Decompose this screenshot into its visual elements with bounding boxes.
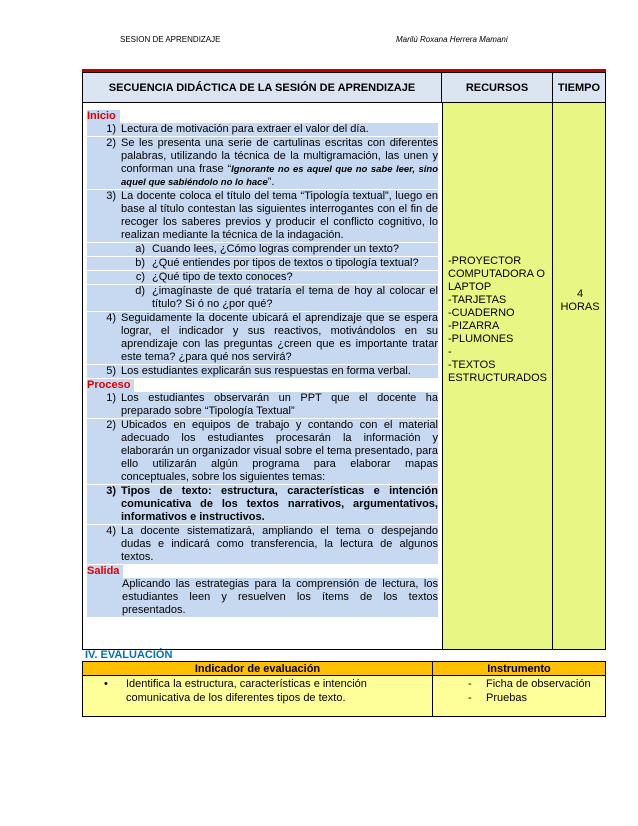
secuencia-header: SECUENCIA DIDÁCTICA DE LA SESIÓN DE APRENDIZAJE bbox=[83, 73, 442, 103]
section-title-proceso: Proceso bbox=[87, 379, 134, 392]
salida-text: Aplicando las estrategias para la comprensión de lectura, los estudiantes leen y resuelven los ítems de los textos presentados. bbox=[87, 578, 438, 617]
sequence-content bbox=[87, 110, 438, 618]
recurso-item: -PROYECTOR bbox=[448, 255, 522, 267]
tiempo-header: TIEMPO bbox=[553, 73, 605, 103]
instrumento-item: - Ficha de observación bbox=[468, 678, 591, 690]
recurso-item: -CUADERNO bbox=[448, 307, 515, 319]
recurso-item: -PIZARRA bbox=[448, 320, 500, 332]
section-title-salida: Salida bbox=[87, 565, 123, 578]
recurso-item: -PLUMONES bbox=[448, 333, 514, 345]
recurso-item: COMPUTADORA O LAPTOP bbox=[448, 268, 545, 293]
section-title-inicio: Inicio bbox=[87, 110, 120, 123]
instrumento-list bbox=[468, 677, 591, 705]
instrumento-item: - Pruebas bbox=[468, 692, 527, 704]
list-item: 5) Los estudiantes explicarán sus respuestas en forma verbal. bbox=[87, 365, 438, 378]
indicador-item bbox=[104, 677, 374, 705]
list-item: 4) Seguidamente la docente ubicará el aprendizaje que se espera lograr, el indicador y sus reactivos, motivándolos en su aprendizaje con las preguntas ¿creen que es importante tratar este tema? ¿para qué nos servirá? bbox=[87, 312, 438, 364]
list-item: 2) Ubicados en equipos de trabajo y contando con el material adecuado los estudiantes procesarán la información y elaborarán un organizador visual sobre el tema presentado, para ello utilizarán algún programa para elaborar mapas conceptuales, sobre los siguientes temas: bbox=[87, 419, 438, 484]
recurso-item: - bbox=[448, 346, 452, 358]
list-item: 3) La docente coloca el título del tema “Tipología textual”, luego en base al título contestan las siguientes interrogantes con el fin de recoger los saberes previos y producir el conflicto cognitivo, lo realizan mediante la técnica de la indagación. bbox=[87, 190, 438, 242]
list-item: 1) Lectura de motivación para extraer el valor del día. bbox=[87, 123, 438, 136]
tiempo-value bbox=[556, 288, 604, 314]
list-item: 2) Se les presenta una serie de cartulinas escritas con diferentes palabras, utilizando la técnica de la multigramación, las unen y conforman una frase “Ignorante no es aquel que no sabe leer, sino aquel que sabiéndolo no lo hace”. bbox=[87, 137, 438, 189]
page-header-author: Marilú Roxana Herrera Mamani bbox=[396, 35, 508, 44]
recurso-item: -TARJETAS bbox=[448, 294, 507, 306]
indicador-text: Identifica la estructura, características e intención comunicativa de los diferentes tipos de texto. bbox=[126, 678, 367, 704]
emphasized-phrase: Ignorante no es aquel que no sabe leer, sino aquel que sabiéndolo no lo hace bbox=[121, 164, 438, 188]
page-header-left: SESION DE APRENDIZAJE bbox=[120, 35, 221, 44]
question-item: a) Cuando lees, ¿Cómo logras comprender un texto? bbox=[87, 243, 438, 256]
list-item: 1) Los estudiantes observarán un PPT que el docente ha preparado sobre “Tipología Textual” bbox=[87, 392, 438, 418]
bullet-icon: • bbox=[104, 678, 108, 690]
tiempo-unit: HORAS bbox=[560, 301, 600, 313]
question-item: c) ¿Qué tipo de texto conoces? bbox=[87, 271, 438, 284]
list-item: 4) La docente sistematizará, ampliando el tema o despejando dudas e indicará como transferencia, la lectura de algunos textos. bbox=[87, 525, 438, 564]
question-item: d) ¿imagínaste de qué trataría el tema de hoy al colocar el título? Si ó no ¿por qué? bbox=[87, 285, 438, 311]
tiempo-number: 4 bbox=[576, 288, 584, 300]
recursos-header: RECURSOS bbox=[442, 73, 553, 103]
question-item: b) ¿Qué entiendes por tipos de textos o tipología textual? bbox=[87, 257, 438, 270]
instrumento-header: Instrumento bbox=[433, 662, 605, 676]
indicador-header: Indicador de evaluación bbox=[83, 662, 433, 676]
tiempo-column bbox=[553, 103, 605, 649]
recursos-list bbox=[448, 255, 548, 385]
recurso-item: -TEXTOS ESTRUCTURADOS bbox=[448, 359, 548, 384]
evaluacion-title: IV. EVALUACIÓN bbox=[85, 649, 173, 661]
list-item: 3) Tipos de texto: estructura, características e intención comunicativa de los textos narrativos, argumentativos, informativos e instructivos. bbox=[87, 485, 438, 524]
